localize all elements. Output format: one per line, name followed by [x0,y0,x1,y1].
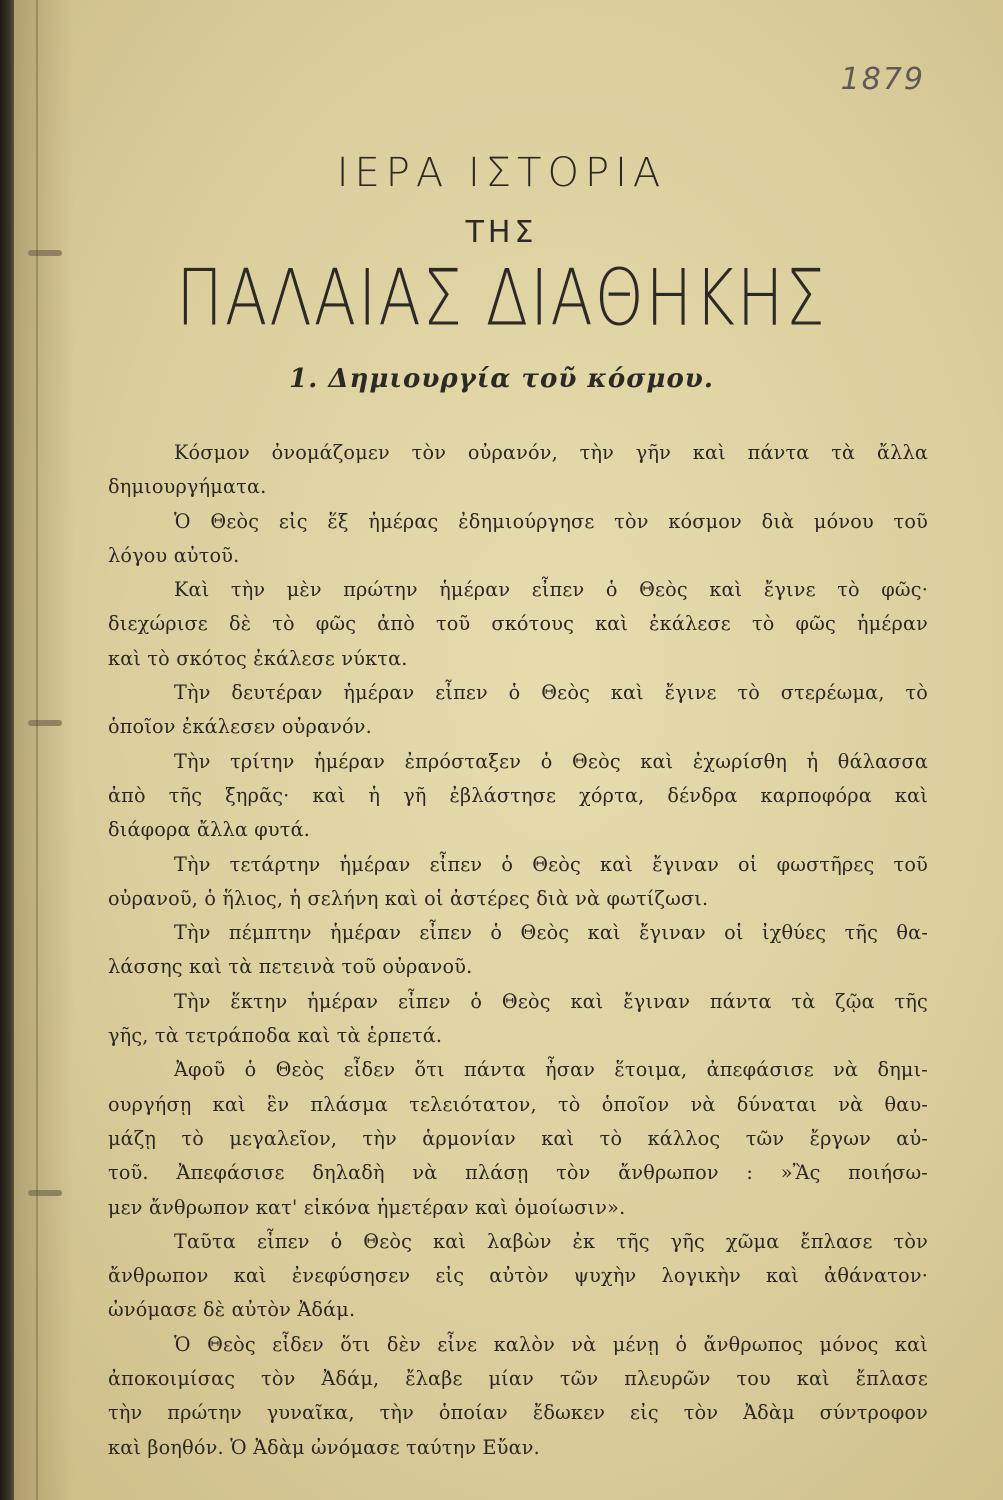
text-line: διάφορα ἄλλα φυτά. [108,818,311,842]
text-line: Τὴν τετάρτην ἡμέραν εἶπεν ὁ Θεὸς καὶ ἔγιναν οἱ φωστῆρες τοῦ [174,852,928,876]
text-line: ἀποκοιμίσας τὸν Ἀδάμ, ἔλαβε μίαν τῶν πλευρῶν του καὶ ἔπλασε [108,1367,928,1391]
page-title: ΠΑΛΑΙΑΣ ΔΙΑΘΗΚΗΣ [176,252,827,344]
binding-stitch [28,720,62,726]
body-text [108,436,928,1465]
binding-stitch [28,1190,62,1196]
text-line: Καὶ τὴν μὲν πρώτην ἡμέραν εἶπεν ὁ Θεὸς καὶ ἔγινε τὸ φῶς· [174,578,928,602]
text-line: Τὴν δευτέραν ἡμέραν εἶπεν ὁ Θεὸς καὶ ἔγινε τὸ στερέωμα, τὸ [174,681,928,705]
text-line: ὁποῖον ἐκάλεσεν οὐρανόν. [108,715,372,739]
text-line: ἀπὸ τῆς ξηρᾶς· καὶ ἡ γῆ ἐβλάστησε χόρτα, δένδρα καρποφόρα καὶ [108,783,928,807]
title-line-2: ΤΗΣ [465,215,538,250]
text-line: λάσσης καὶ τὰ πετεινὰ τοῦ οὐρανοῦ. [108,955,473,979]
text-line: ὠνόμασε δὲ αὐτὸν Ἀδάμ. [108,1298,356,1322]
text-line: ἄνθρωπον καὶ ἐνεφύσησεν εἰς αὐτὸν ψυχὴν λογικὴν καὶ ἀθάνατον· [108,1264,928,1288]
text-line: Τὴν τρίτην ἡμέραν ἐπρόσταξεν ὁ Θεὸς καὶ ἐχωρίσθη ἡ θάλασσα [174,749,928,773]
text-line: Ὁ Θεὸς εἶδεν ὅτι δὲν εἶνε καλὸν νὰ μένῃ ὁ ἄνθρωπος μόνος καὶ [174,1332,928,1356]
handwritten-year: 1879 [840,62,925,97]
text-line: διεχώρισε δὲ τὸ φῶς ἀπὸ τοῦ σκότους καὶ ἐκάλεσε τὸ φῶς ἡμέραν [108,612,928,636]
text-line: καὶ τὸ σκότος ἐκάλεσε νύκτα. [108,646,408,670]
text-line: λόγου αὐτοῦ. [108,543,240,567]
text-line: τοῦ. Ἀπεφάσισε δηλαδὴ νὰ πλάσῃ τὸν ἄνθρωπον : »Ἂς ποιήσω- [108,1161,928,1185]
title-line-1: ΙΕΡΑ ΙΣΤΟΡΙΑ [336,150,667,196]
text-line: Ὁ Θεὸς εἰς ἕξ ἡμέρας ἐδημιούργησε τὸν κόσμον διὰ μόνου τοῦ [174,509,928,533]
text-line: μάζῃ τὸ μεγαλεῖον, τὴν ἁρμονίαν καὶ τὸ κάλλος τῶν ἔργων αὐ- [108,1126,928,1150]
text-line: Κόσμον ὀνομάζομεν τὸν οὐρανόν, τὴν γῆν καὶ πάντα τὰ ἄλλα [174,441,928,464]
text-line: καὶ βοηθόν. Ὁ Ἀδὰμ ὠνόμασε ταύτην Εὔαν. [108,1435,540,1459]
text-line: οὐρανοῦ, ὁ ἥλιος, ἡ σελήνη καὶ οἱ ἀστέρες διὰ νὰ φωτίζωσι. [108,886,709,910]
text-line: γῆς, τὰ τετράποδα καὶ τὰ ἑρπετά. [108,1024,443,1048]
text-line: τὴν πρώτην γυναῖκα, τὴν ὁποίαν ἔδωκεν εἰς τὸν Ἀδὰμ σύντροφον [108,1401,928,1425]
text-line: δημιουργήματα. [108,475,267,499]
text-line: Ἀφοῦ ὁ Θεὸς εἶδεν ὅτι πάντα ἦσαν ἕτοιμα, ἀπεφάσισε νὰ δημι- [174,1058,928,1082]
text-line: μεν ἄνθρωπον κατ' εἰκόνα ἡμετέραν καὶ ὁμοίωσιν». [108,1195,626,1219]
text-line: Τὴν πέμπτην ἡμέραν εἶπεν ὁ Θεὸς καὶ ἔγιναν οἱ ἰχθύες τῆς θα- [174,921,928,945]
text-line: ουργήσῃ καὶ ἓν πλάσμα τελειότατον, τὸ ὁποῖον νὰ δύναται νὰ θαυ- [108,1092,928,1116]
text-line: Ταῦτα εἶπεν ὁ Θεὸς καὶ λαβὼν ἐκ τῆς γῆς χῶμα ἔπλασε τὸν [174,1229,928,1253]
text-line: Τὴν ἕκτην ἡμέραν εἶπεν ὁ Θεὸς καὶ ἔγιναν πάντα τὰ ζῷα τῆς [174,989,928,1013]
section-heading: 1. Δημιουργία τοῦ κόσμου. [289,364,714,394]
